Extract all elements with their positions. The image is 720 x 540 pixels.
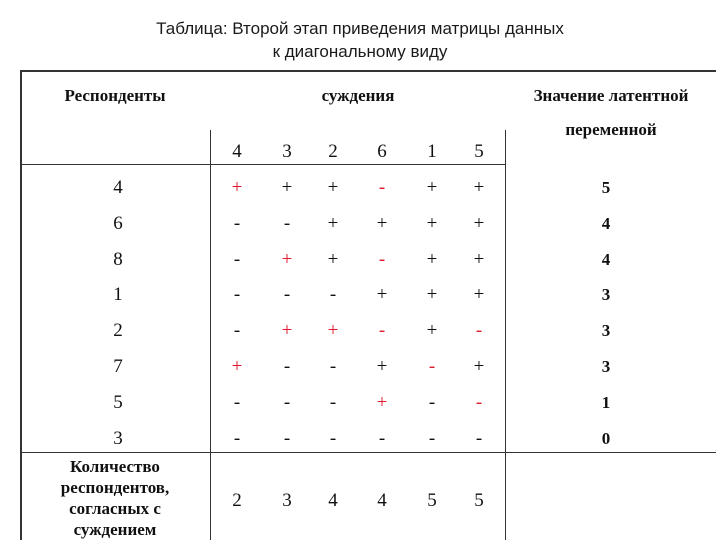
response-cell: + <box>327 320 339 341</box>
respondent-id: 2 <box>113 320 123 341</box>
response-cell: - <box>428 392 436 413</box>
table-top-border <box>20 70 716 72</box>
response-cell: + <box>376 284 388 305</box>
response-cell: - <box>329 284 337 305</box>
response-cell: + <box>473 213 485 234</box>
response-cell: + <box>426 249 438 270</box>
response-cell: + <box>376 392 388 413</box>
response-cell: - <box>283 284 291 305</box>
judgment-id: 1 <box>427 141 437 162</box>
header-latent-line2: переменной <box>565 120 657 139</box>
latent-value: 3 <box>601 321 611 340</box>
latent-value: 3 <box>601 357 611 376</box>
response-cell: - <box>329 428 337 449</box>
judgment-id: 6 <box>377 141 387 162</box>
response-cell: - <box>378 320 386 341</box>
footer-label-line: суждением <box>73 520 157 539</box>
response-cell: + <box>473 284 485 305</box>
response-cell: - <box>329 356 337 377</box>
response-cell: + <box>376 356 388 377</box>
latent-value: 5 <box>601 178 611 197</box>
judgment-id: 2 <box>328 141 338 162</box>
response-cell: + <box>473 356 485 377</box>
response-cell: + <box>281 249 293 270</box>
latent-left-divider <box>505 130 506 540</box>
footer-label-line: Количество <box>70 457 160 476</box>
agree-count: 2 <box>232 490 242 511</box>
agree-count: 5 <box>474 490 484 511</box>
agree-count: 4 <box>377 490 387 511</box>
respondent-id: 4 <box>113 177 123 198</box>
table-title-line1: Таблица: Второй этап приведения матрицы данных <box>156 19 564 38</box>
response-cell: + <box>473 249 485 270</box>
agree-count: 5 <box>427 490 437 511</box>
response-cell: + <box>231 356 243 377</box>
agree-count: 4 <box>328 490 338 511</box>
response-cell: + <box>327 177 339 198</box>
response-cell: - <box>233 284 241 305</box>
header-bottom-line <box>20 164 506 165</box>
response-cell: + <box>426 177 438 198</box>
response-cell: - <box>283 213 291 234</box>
response-cell: + <box>327 249 339 270</box>
judgment-id: 3 <box>282 141 292 162</box>
response-cell: - <box>283 356 291 377</box>
header-respondents: Респонденты <box>64 86 166 105</box>
response-cell: - <box>233 249 241 270</box>
response-cell: - <box>378 177 386 198</box>
response-cell: - <box>378 249 386 270</box>
response-cell: + <box>376 213 388 234</box>
response-cell: + <box>426 213 438 234</box>
response-cell: + <box>426 284 438 305</box>
response-cell: + <box>327 213 339 234</box>
judgments-left-divider <box>210 130 211 540</box>
latent-value: 0 <box>601 429 611 448</box>
latent-value: 4 <box>601 214 611 233</box>
response-cell: - <box>475 428 483 449</box>
response-cell: - <box>233 392 241 413</box>
response-cell: + <box>473 177 485 198</box>
response-cell: - <box>233 213 241 234</box>
table-title-line2: к диагональному виду <box>272 42 448 61</box>
judgment-id: 4 <box>232 141 242 162</box>
latent-value: 3 <box>601 285 611 304</box>
response-cell: - <box>233 320 241 341</box>
response-cell: - <box>428 356 436 377</box>
footer-label <box>20 456 210 540</box>
respondent-id: 8 <box>113 249 123 270</box>
response-cell: - <box>329 392 337 413</box>
response-cell: - <box>475 320 483 341</box>
response-cell: + <box>281 320 293 341</box>
respondent-id: 5 <box>113 392 123 413</box>
latent-value: 1 <box>601 393 611 412</box>
response-cell: - <box>233 428 241 449</box>
response-cell: + <box>426 320 438 341</box>
footer-top-line <box>20 452 716 453</box>
respondent-id: 3 <box>113 428 123 449</box>
response-cell: + <box>281 177 293 198</box>
response-cell: - <box>283 392 291 413</box>
latent-value: 4 <box>601 250 611 269</box>
header-judgments: суждения <box>321 86 395 105</box>
judgment-id: 5 <box>474 141 484 162</box>
footer-label-line: респондентов, <box>60 478 170 497</box>
response-cell: - <box>475 392 483 413</box>
agree-count: 3 <box>282 490 292 511</box>
footer-label-line: согласных с <box>69 499 161 518</box>
response-cell: - <box>428 428 436 449</box>
response-cell: - <box>283 428 291 449</box>
respondent-id: 6 <box>113 213 123 234</box>
respondent-id: 7 <box>113 356 123 377</box>
respondent-id: 1 <box>113 284 123 305</box>
response-cell: - <box>378 428 386 449</box>
response-cell: + <box>231 177 243 198</box>
header-latent-line1: Значение латентной <box>533 86 689 105</box>
